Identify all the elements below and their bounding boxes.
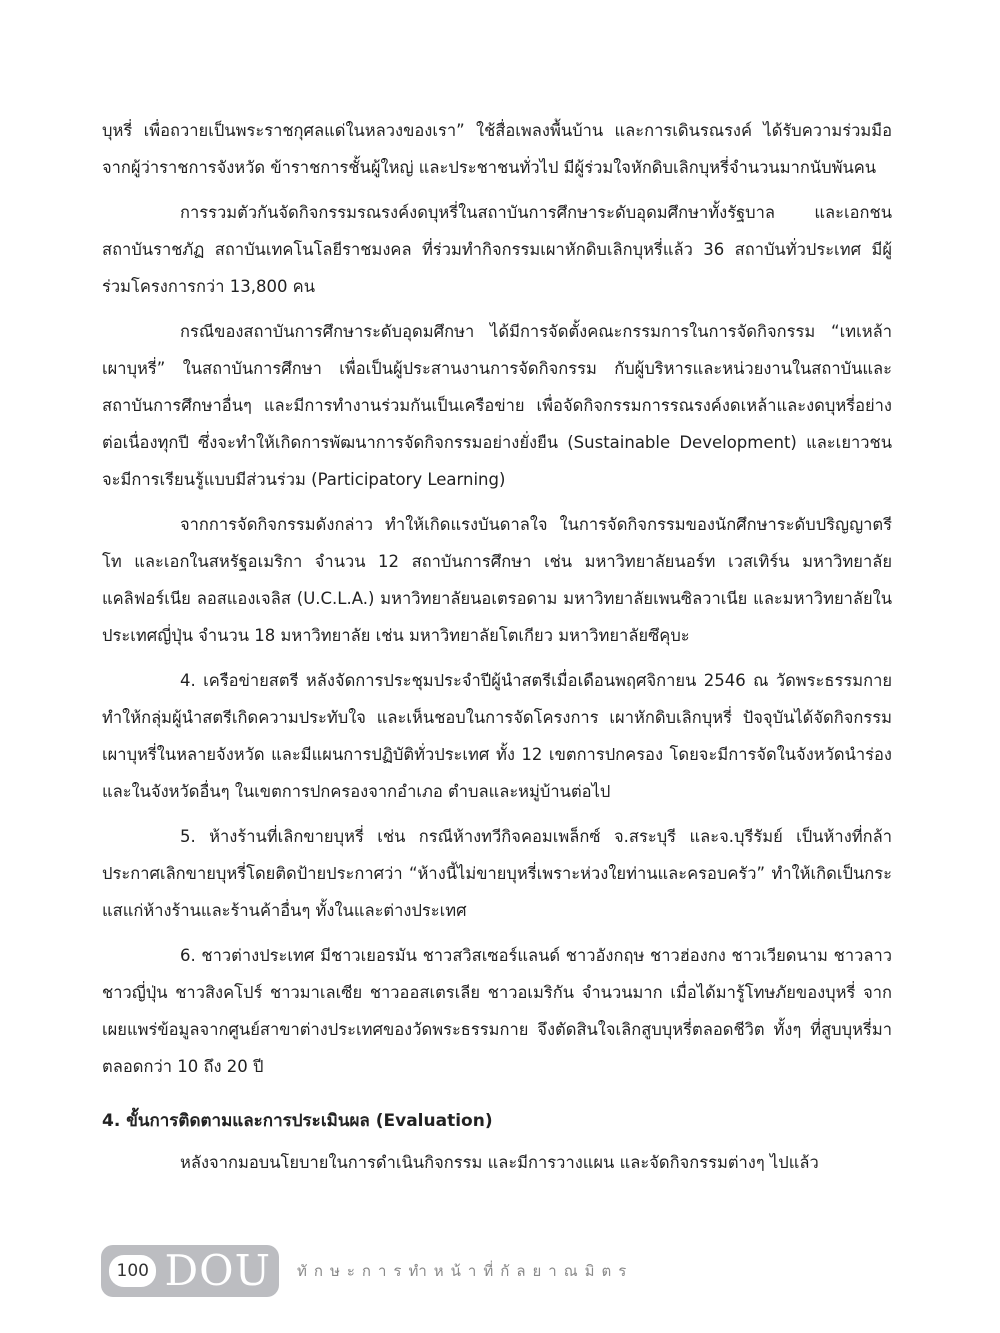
paragraph-committee: กรณีของสถาบันการศึกษาระดับอุดมศึกษา ได้มีการจัดตั้งคณะกรรมการในการจัดกิจกรรม “เทเหล้าเผาบุหรี่” ในสถาบันการศึกษา เพื่อเป็นผู้ประสานงานการจัดกิจกรรม กับผู้บริหารและหน่วยงานในสถาบันและสถาบันการศึกษาอื่นๆ และมีการทำงานร่วมกันเป็นเครือข่าย เพื่อจัดกิจกรรมการรณรงค์งดเหล้าและงดบุหรี่อย่างต่อเนื่องทุกปี ซึ่งจะทำให้เกิดการพัฒนาการจัดกิจกรรมอย่างยั่งยืน (Sustainable Development) และเยาวชนจะมีการเรียนรู้แบบมีส่วนร่วม (Participatory Learning) [102, 322, 892, 489]
page-footer [101, 1245, 633, 1297]
paragraph-stores: 5. ห้างร้านที่เลิกขายบุหรี่ เช่น กรณีห้างทวีกิจคอมเพล็กซ์ จ.สระบุรี และจ.บุรีรัมย์ เป็นห้างที่กล้าประกาศเลิกขายบุหรี่โดยติดป้ายประกาศว่า “ห้างนี้ไม่ขายบุหรี่เพราะห่วงใยท่านและครอบครัว” ทำให้เกิดเป็นกระแสแก่ห้างร้านและร้านค้าอื่นๆ ทั้งในและต่างประเทศ [102, 827, 892, 920]
paragraph-university-campaign: การรวมตัวกันจัดกิจกรรมรณรงค์งดบุหรี่ในสถาบันการศึกษาระดับอุดมศึกษาทั้งรัฐบาล และเอกชน สถาบันราชภัฏ สถาบันเทคโนโลยีราชมงคล ที่ร่วมทำกิจกรรมเผาหักดิบเลิกบุหรี่แล้ว 36 สถาบันทั่วประเทศ มีผู้ร่วมโครงการกว่า 13,800 คน [102, 203, 892, 296]
paragraph-evaluation: หลังจากมอบนโยบายในการดำเนินกิจกรรม และมีการวางแผน และจัดกิจกรรมต่างๆ ไปแล้ว [180, 1153, 819, 1172]
page-number: 100 [109, 1255, 156, 1287]
paragraph-foreigners: 6. ชาวต่างประเทศ มีชาวเยอรมัน ชาวสวิสเซอร์แลนด์ ชาวอังกฤษ ชาวฮ่องกง ชาวเวียดนาม ชาวลาว ชาวญี่ปุ่น ชาวสิงคโปร์ ชาวมาเลเซีย ชาวออสเตรเลีย ชาวอเมริกัน จำนวนมาก เมื่อได้มารู้โทษภัยของบุหรี่ จากเผยแพร่ข้อมูลจากศูนย์สาขาต่างประเทศของวัดพระธรรมกาย จึงตัดสินใจเลิกสูบบุหรี่ตลอดชีวิต ทั้งๆ ที่สูบบุหรี่มาตลอดกว่า 10 ถึง 20 ปี [102, 946, 892, 1076]
paragraph-inspiration: จากการจัดกิจกรรมดังกล่าว ทำให้เกิดแรงบันดาลใจ ในการจัดกิจกรรมของนักศึกษาระดับปริญญาตรี โท และเอกในสหรัฐอเมริกา จำนวน 12 สถาบันการศึกษา เช่น มหาวิทยาลัยนอร์ท เวสเทิร์น มหาวิทยาลัยแคลิฟอร์เนีย ลอสแองเจลิส (U.C.L.A.) มหาวิทยาลัยนอเตรอดาม มหาวิทยาลัยเพนซิลวาเนีย และมหาวิทยาลัยในประเทศญี่ปุ่น จำนวน 18 มหาวิทยาลัย เช่น มหาวิทยาลัยโตเกียว มหาวิทยาลัยซึคุบะ [102, 515, 892, 645]
book-title: ทักษะการทำหน้าที่กัลยาณมิตร [297, 1262, 634, 1280]
paragraph-continued: บุหรี่ เพื่อถวายเป็นพระราชกุศลแด่ในหลวงของเรา” ใช้สื่อเพลงพื้นบ้าน และการเดินรณรงค์ ได้รับความร่วมมือจากผู้ว่าราชการจังหวัด ข้าราชการชั้นผู้ใหญ่ และประชาชนทั่วไป มีผู้ร่วมใจหักดิบเลิกบุหรี่จำนวนมากนับพันคน [102, 121, 892, 177]
document-body [102, 112, 892, 1189]
section-heading: 4. ขั้นการติดตามและการประเมินผล (Evaluation) [102, 1111, 493, 1131]
paragraph-women-network: 4. เครือข่ายสตรี หลังจัดการประชุมประจำปีผู้นำสตรีเมื่อเดือนพฤศจิกายน 2546 ณ วัดพระธรรมกาย ทำให้กลุ่มผู้นำสตรีเกิดความประทับใจ และเห็นชอบในการจัดโครงการ เผาหักดิบเลิกบุหรี่ ปัจจุบันได้จัดกิจกรรมเผาบุหรี่ในหลายจังหวัด และมีแผนการปฏิบัติทั่วประเทศ ทั้ง 12 เขตการปกครอง โดยจะมีการจัดในจังหวัดนำร่อง และในจังหวัดอื่นๆ ในเขตการปกครองจากอำเภอ ตำบลและหมู่บ้านต่อไป [102, 671, 892, 801]
footer-badge [101, 1245, 279, 1297]
dou-logo: DOU [164, 1246, 271, 1295]
